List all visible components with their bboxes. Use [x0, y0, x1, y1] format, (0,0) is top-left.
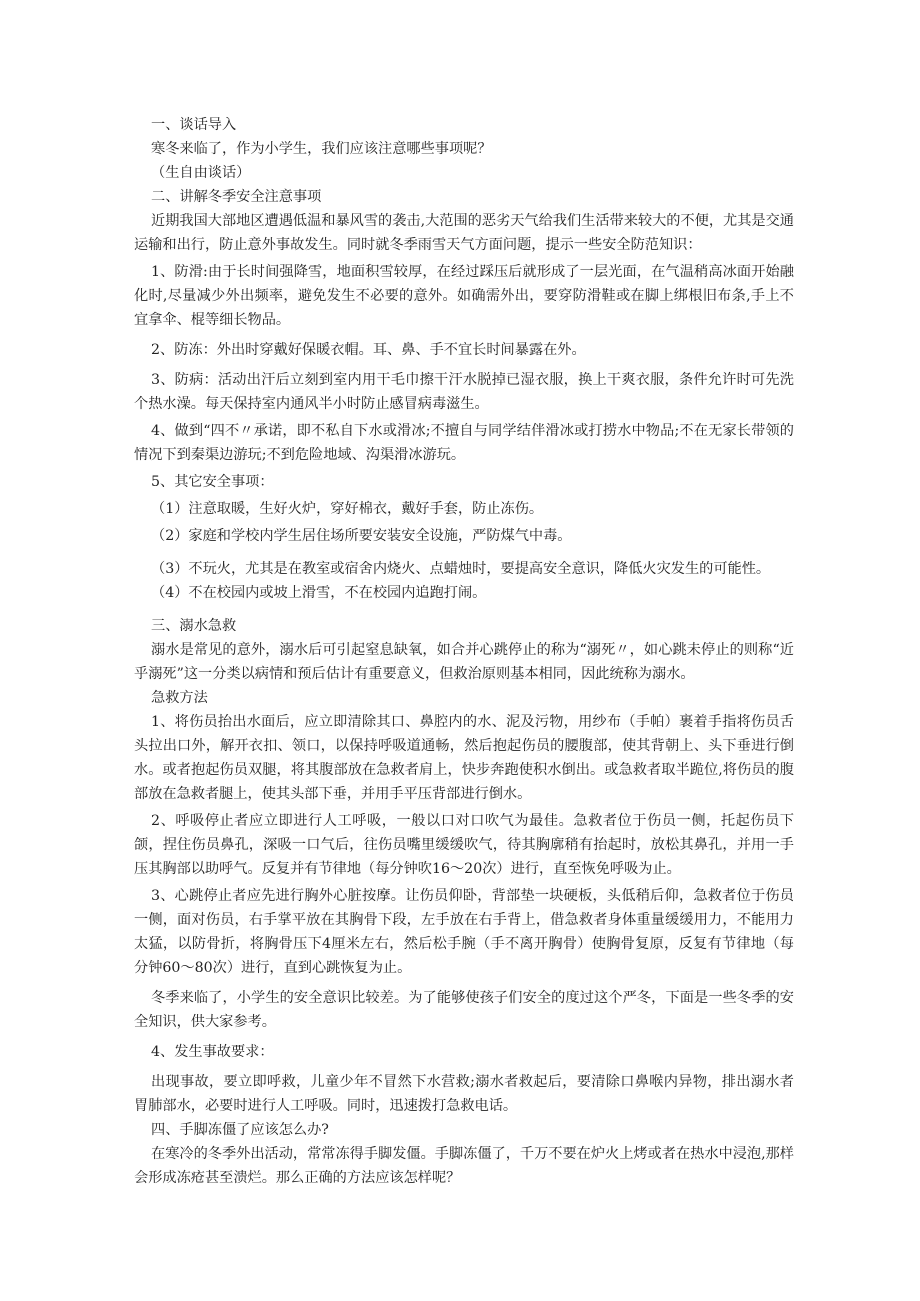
first-aid-step-3: 3、心跳停止者应先进行胸外心脏按摩。让伤员仰卧，背部垫一块硬板，头低稍后仰，急救者位于伤员一侧，面对伤员，右手掌平放在其胸骨下段，左手放在右手背上，借急救者身体重量缓缓用力，不能用力太猛，以防骨折，将胸骨压下4厘米左右，然后松手腕（手不离开胸骨）使胸骨复原，反复有节律地（每分钟60～80次）进行，直到心跳恢复为止。	[134, 888, 794, 976]
first-aid-step-2: 2、呼吸停止者应立即进行人工呼吸，一般以口对口吹气为最佳。急救者位于伤员一侧，托起伤员下颌，捏住伤员鼻孔，深吸一口气后，往伤员嘴里缓缓吹气，待其胸廓稍有抬起时，放松其鼻孔，并用一手压其胸部以助呼气。反复并有节律地（每分钟吹16～20次）进行，直至恢免呼吸为止。	[134, 813, 794, 877]
intro-note: （生自由谈话）	[151, 165, 251, 181]
section-heading-1: 一、谈话导入	[151, 117, 237, 133]
first-aid-heading: 急救方法	[151, 690, 208, 706]
item-anti-freeze: 2、防冻：外出时穿戴好保暖衣帽。耳、鼻、手不宜长时间暴露在外。	[151, 342, 586, 358]
drowning-definition: 溺水是常见的意外，溺水后可引起窒息缺氧，如合并心跳停止的称为“溺死〃，如心跳未停止的则称“近乎溺死”这一分类以病情和预后估计有重要意义，但救治原则基本相同，因此统称为溺水。	[134, 642, 794, 682]
section-heading-4: 四、手脚冻僵了应该怎么办?	[151, 1122, 329, 1138]
first-aid-step-1: 1、将伤员抬出水面后，应立即清除其口、鼻腔内的水、泥及污物，用纱布（手帕）裹着手指将伤员舌头拉出口外，解开衣扣、领口，以保持呼吸道通畅，然后抱起伤员的腰腹部，使其背朝上、头下垂进行倒水。或者抱起伤员双腿，将其腹部放在急救者肩上，快步奔跑使积水倒出。或急救者取半跪位,将伤员的腹部放在急救者腿上，使其头部下垂，并用手平压背部进行倒水。	[134, 714, 794, 802]
sub-item-gas: （2）家庭和学校内学生居住场所要安装安全设施，严防煤气中毒。	[151, 528, 572, 544]
sub-item-fire: （3）不玩火，尤其是在教室或宿舍内烧火、点蜡烛时，要提高安全意识，降低火灾发生的可能性。	[151, 561, 771, 577]
item-four-promises: 4、做到“四不〃承诺，即不私自下水或滑冰;不擅自与同学结伴滑冰或打捞水中物品;不在无家长带领的情况下到秦渠边游玩;不到危险地域、沟渠滑冰游玩。	[134, 423, 794, 463]
frozen-limbs-paragraph: 在寒冷的冬季外出活动，常常冻得手脚发僵。手脚冻僵了，千万不要在炉火上烤或者在热水中浸泡,那样会形成冻疮甚至溃烂。那么正确的方法应该怎样呢？	[134, 1146, 794, 1186]
section-heading-3: 三、溺水急救	[151, 618, 237, 634]
item-disease-prevention: 3、防病：活动出汗后立刻到室内用干毛巾擦干汗水脱掉已湿衣服，换上干爽衣服，条件允许时可先洗个热水澡。每天保持室内通风半小时防止感冒病毒滋生。	[134, 372, 794, 412]
winter-knowledge-intro: 冬季来临了，小学生的安全意识比较差。为了能够使孩子们安全的度过这个严冬，下面是一些冬季的安全知识，供大家参考。	[134, 990, 794, 1030]
intro-question: 寒冬来临了，作为小学生，我们应该注意哪些事项呢？	[151, 141, 492, 157]
sub-item-warmth: （1）注意取暖，生好火炉，穿好棉衣，戴好手套，防止冻伤。	[151, 501, 544, 517]
item-anti-slip: 1、防滑:由于长时间强降雪，地面积雪较厚，在经过踩压后就形成了一层光面，在气温稍高冰面开始融化时,尽量减少外出频率，避免发生不必要的意外。如确需外出，要穿防滑鞋或在脚上绑根旧布条,手上不宜拿伞、棍等细长物品。	[134, 264, 794, 328]
accident-requirements-heading: 4、发生事故要求：	[151, 1044, 274, 1060]
item-other-safety: 5、其它安全事项：	[151, 474, 274, 490]
sub-item-campus: （4）不在校园内或坡上滑雪，不在校园内追跑打闹。	[151, 585, 487, 601]
section-heading-2: 二、讲解冬季安全注意事项	[151, 189, 322, 205]
winter-weather-paragraph: 近期我国大部地区遭遇低温和暴风雪的袭击,大范围的恶劣天气给我们生活带来较大的不便，尤其是交通运输和出行，防止意外事故发生。同时就冬季雨雪天气方面问题，提示一些安全防范知识：	[134, 213, 794, 253]
accident-requirements: 出现事故，要立即呼救，儿童少年不冒然下水营救;溺水者救起后，要清除口鼻喉内异物，排出溺水者胃肺部水，必要时进行人工呼吸。同时，迅速拨打急救电话。	[134, 1074, 794, 1114]
document-body	[134, 113, 794, 1190]
